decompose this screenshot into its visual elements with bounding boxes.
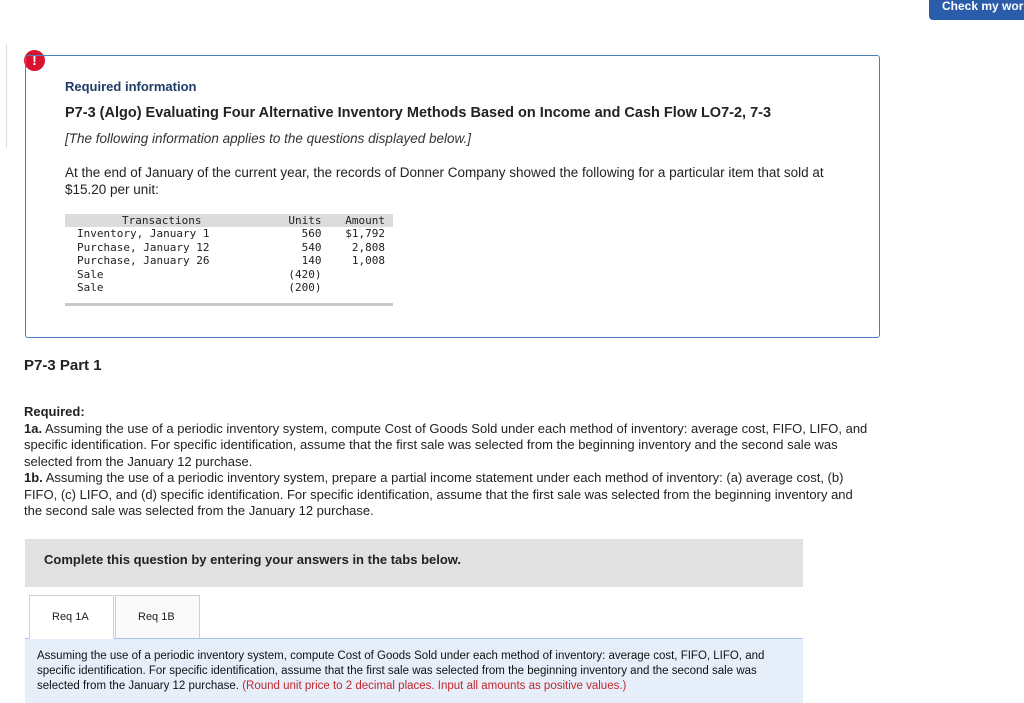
units-cell: (200) <box>288 281 322 294</box>
tab-instructions: Assuming the use of a periodic inventory system, compute Cost of Goods Sold under each method of inventory: average cost, FIFO, LIFO, and specific identification. For specific identification, assume that the first sale was selected from the beginning inventory and the second sale was selected from the January 12 purchase. <box>37 650 765 692</box>
tab-req-1b[interactable]: Req 1B <box>115 595 200 639</box>
check-my-work-button[interactable]: Check my wor <box>929 0 1024 20</box>
amount-cell: 2,808 <box>351 240 385 254</box>
req-1b-label: 1b. <box>24 470 43 485</box>
complete-question-banner: Complete this question by entering your answers in the tabs below. <box>25 539 803 587</box>
req-1b-text: Assuming the use of a periodic inventory system, prepare a partial income statement under each method of inventory: (a) average cost, (b) FIFO, (c) LIFO, and (d) specific identification. For specific identification, assume that the first sale was selected from the beginning inventory and the second sale was selected from the January 12 purchase. <box>24 470 853 518</box>
table-header-row <box>65 214 393 227</box>
alert-side-bar <box>0 44 7 148</box>
rounding-note: (Round unit price to 2 decimal places. Input all amounts as positive values.) <box>242 680 627 692</box>
units-cell: 140 <box>301 254 322 267</box>
table-row <box>65 254 393 268</box>
header-transactions: Transactions <box>65 214 258 227</box>
units-cell: 560 <box>301 227 322 240</box>
table-row <box>65 241 393 255</box>
table-row <box>65 281 393 295</box>
transaction-cell: Sale <box>77 267 104 281</box>
problem-title: P7-3 (Algo) Evaluating Four Alternative Inventory Methods Based on Income and Cash Flow LO7-2, 7-3 <box>65 105 772 121</box>
transaction-cell: Purchase, January 26 <box>77 254 210 267</box>
applies-note: [The following information applies to the questions displayed below.] <box>65 131 471 146</box>
amount-cell <box>330 281 393 295</box>
required-instructions <box>24 404 874 520</box>
header-amount: Amount <box>330 214 393 227</box>
required-information-heading: Required information <box>65 79 197 94</box>
transaction-cell: Purchase, January 12 <box>77 240 210 254</box>
alert-icon: ! <box>24 50 45 71</box>
inventory-records-table <box>65 214 393 295</box>
part-title: P7-3 Part 1 <box>24 357 102 374</box>
units-cell: 540 <box>301 240 322 254</box>
header-units: Units <box>258 214 329 227</box>
req-1a-text: Assuming the use of a periodic inventory system, compute Cost of Goods Sold under each method of inventory: average cost, FIFO, LIFO, and specific identification. For specific identification, assume that the first sale was selected from the beginning inventory and the second sale was selected from the January 12 purchase. <box>24 420 868 469</box>
table-bottom-rule <box>65 303 393 306</box>
units-cell: (420) <box>288 267 322 281</box>
table-row <box>65 227 393 241</box>
intro-text: At the end of January of the current year, the records of Donner Company showed the following for a particular item that sold at $15.20 per unit: <box>65 165 824 197</box>
amount-cell: 1,008 <box>351 254 385 267</box>
required-information-panel <box>25 55 880 338</box>
tab-req-1a[interactable]: Req 1A <box>29 595 114 639</box>
table-row <box>65 268 393 282</box>
transaction-cell: Sale <box>77 281 104 294</box>
required-label: Required: <box>24 404 85 419</box>
tab-content-panel <box>25 638 803 703</box>
requirement-1a <box>24 421 874 471</box>
requirement-1b <box>24 470 874 520</box>
amount-cell <box>330 268 393 282</box>
amount-cell: $1,792 <box>345 227 385 240</box>
transaction-cell: Inventory, January 1 <box>77 227 210 240</box>
req-1a-label: 1a. <box>24 420 43 436</box>
